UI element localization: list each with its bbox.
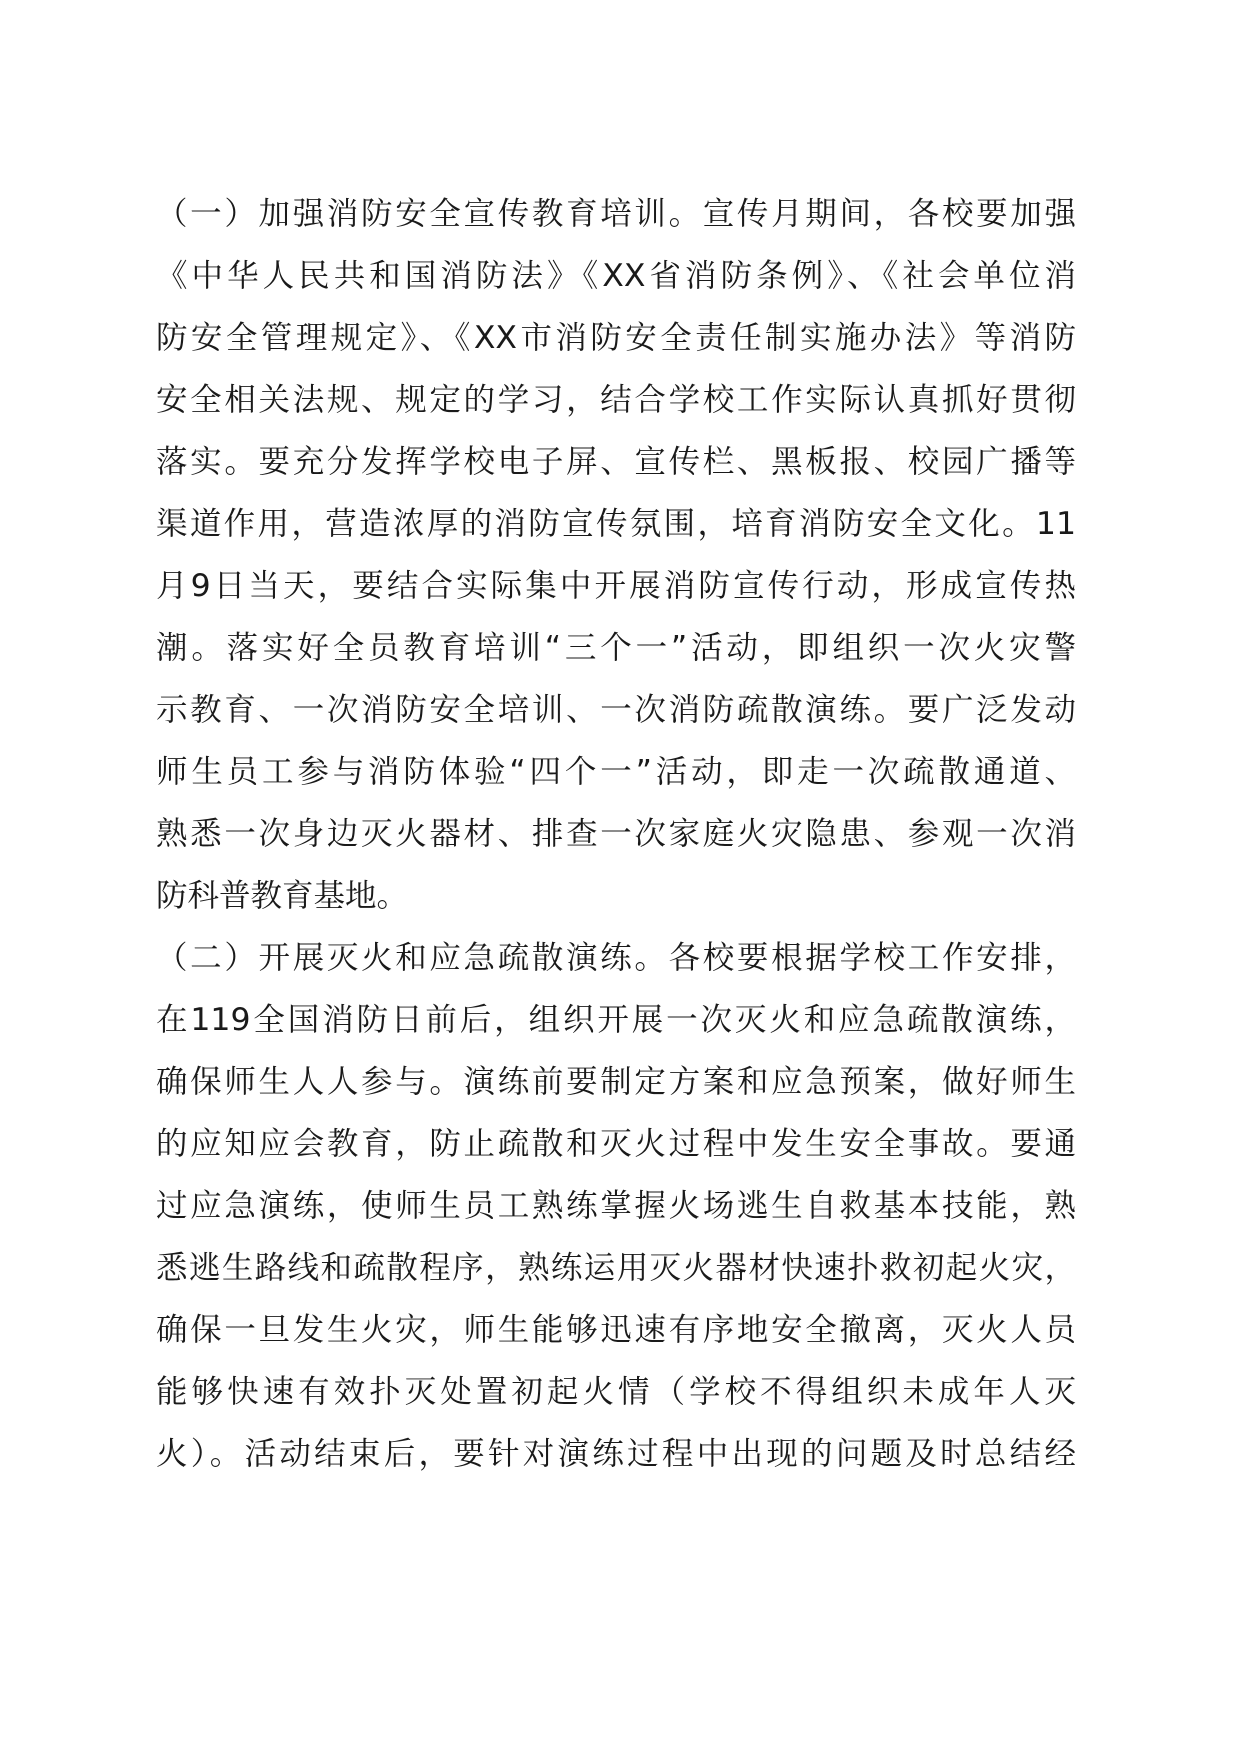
body-text-line: 的应知应会教育，防止疏散和灭火过程中发生安全事故。要通 (156, 1126, 1076, 1162)
body-text-line: 火）。活动结束后，要针对演练过程中出现的问题及时总结经 (156, 1436, 1076, 1472)
body-text-line: 落实。要充分发挥学校电子屏、宣传栏、黑板报、校园广播等 (156, 444, 1076, 480)
body-text-line: 安全相关法规、规定的学习，结合学校工作实际认真抓好贯彻 (156, 382, 1076, 418)
body-text-line: （一）加强消防安全宣传教育培训。宣传月期间，各校要加强 (156, 196, 1076, 232)
body-text-line: （二）开展灭火和应急疏散演练。各校要根据学校工作安排， (156, 940, 1076, 976)
body-text-line: 潮。落实好全员教育培训“三个一”活动，即组织一次火灾警 (156, 630, 1076, 666)
body-text-line: 示教育、一次消防安全培训、一次消防疏散演练。要广泛发动 (156, 692, 1076, 728)
body-text-line: 防安全管理规定》、《XX市消防安全责任制实施办法》等消防 (156, 320, 1076, 356)
body-text-line: 在119全国消防日前后，组织开展一次灭火和应急疏散演练， (156, 1002, 1076, 1038)
body-text-line: 渠道作用，营造浓厚的消防宣传氛围，培育消防安全文化。11 (156, 506, 1076, 542)
body-text-line: 师生员工参与消防体验“四个一”活动，即走一次疏散通道、 (156, 754, 1076, 790)
body-text-line: 熟悉一次身边灭火器材、排查一次家庭火灾隐患、参观一次消 (156, 816, 1076, 852)
body-text-line: 确保一旦发生火灾，师生能够迅速有序地安全撤离，灭火人员 (156, 1312, 1076, 1348)
body-text-line: 月9日当天，要结合实际集中开展消防宣传行动，形成宣传热 (156, 568, 1076, 604)
body-text-line: 能够快速有效扑灭处置初起火情（学校不得组织未成年人灭 (156, 1374, 1076, 1410)
body-text-line: 过应急演练，使师生员工熟练掌握火场逃生自救基本技能，熟 (156, 1188, 1076, 1224)
body-text-line: 《中华人民共和国消防法》《XX省消防条例》、《社会单位消 (156, 258, 1076, 294)
body-text-line: 悉逃生路线和疏散程序，熟练运用灭火器材快速扑救初起火灾， (156, 1250, 1076, 1286)
body-text-line: 确保师生人人参与。演练前要制定方案和应急预案，做好师生 (156, 1064, 1076, 1100)
body-text-line: 防科普教育基地。 (156, 878, 409, 914)
